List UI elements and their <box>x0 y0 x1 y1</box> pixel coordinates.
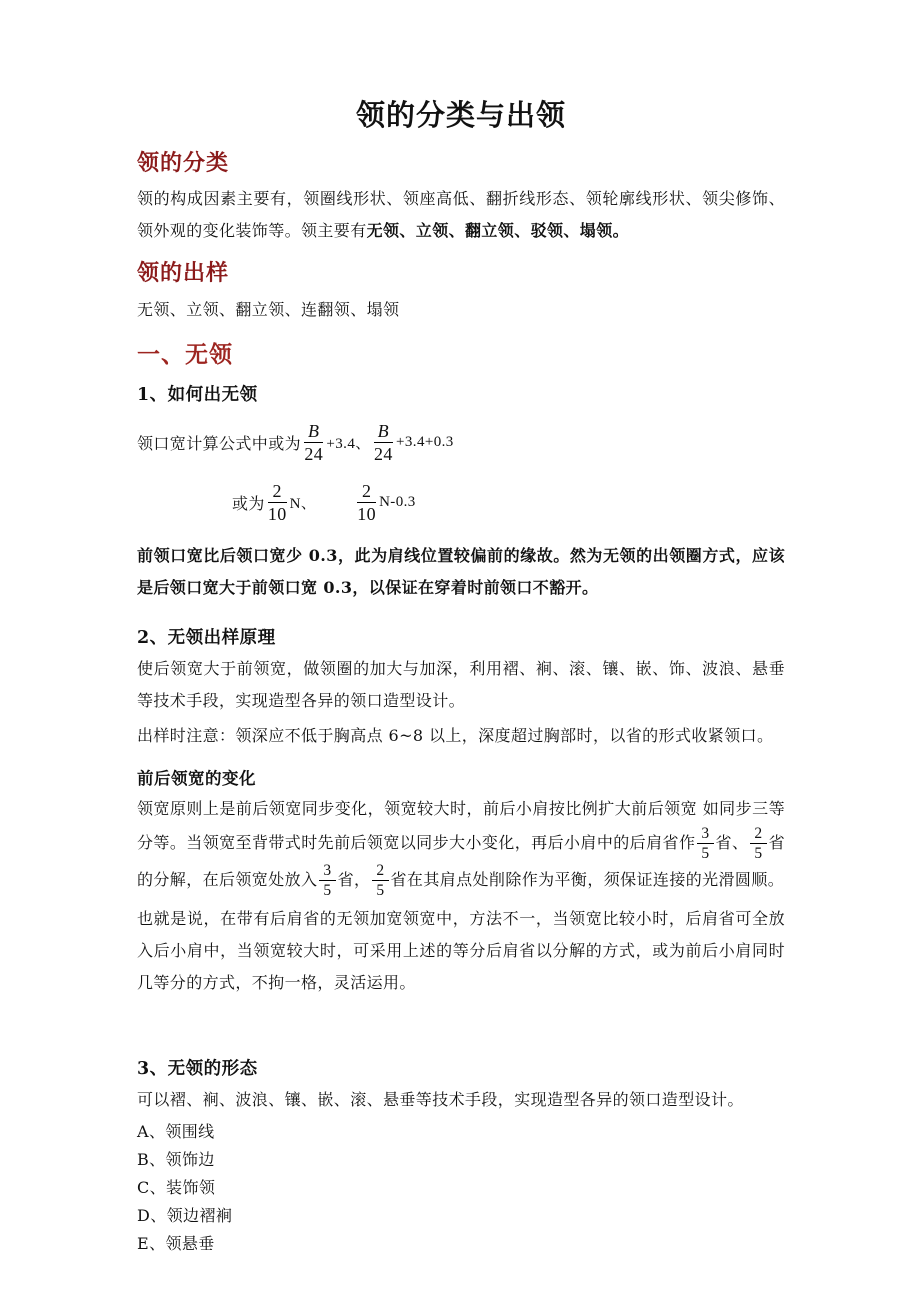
classification-bold-text: 无领、立领、翻立领、驳领、塌领。 <box>366 221 630 241</box>
chapter-heading-collarless: 一、无领 <box>137 341 233 369</box>
formula2-mid-text: N、 <box>289 496 317 513</box>
front-back-width-note: 前领口宽比后领口宽少 0.3，此为肩线位置较偏前的缘故。然为无领的出领圈方式，应该是后领口宽大于前领口宽 0.3，以保证在穿着时前领口不豁开。 <box>137 545 785 597</box>
list-item: B、领饰边 <box>137 1150 215 1169</box>
fraction-b-over-24 <box>304 421 323 465</box>
classification-text: 领的构成因素主要有，领圈线形状、领座高低、翻折线形态、领轮廓线形状、领尖修饰、领外观的变化装饰等。领主要有 <box>137 189 785 241</box>
formula-neck-width-line1 <box>137 418 785 468</box>
fraction-b-over-24 <box>374 421 393 465</box>
formula1-tail-text: +3.4+0.3 <box>396 434 454 451</box>
list-item: A、领围线 <box>137 1122 215 1141</box>
fraction-numerator: 2 <box>268 481 287 504</box>
width-change-text: 领宽原则上是前后领宽同步变化，领宽较大时，前后小肩按比例扩大前后领宽 如同步三等分等。当领宽至背带式时先前后领宽以同步大小变化，再后小肩中的后肩省作 <box>137 799 785 853</box>
fraction-2-over-5 <box>750 825 766 862</box>
width-change-text: 省， <box>337 870 371 890</box>
fraction-numerator: 2 <box>372 862 388 881</box>
classification-paragraph <box>137 183 785 247</box>
list-item: C、装饰领 <box>137 1178 216 1197</box>
sub-heading-how-to-draft: 1、如何出无领 <box>137 385 258 406</box>
collarless-forms-paragraph: 可以褶、裥、波浪、镶、嵌、滚、悬垂等技术手段，实现造型各异的领口造型设计。 <box>137 1090 744 1109</box>
formula1-lead-text: 领口宽计算公式中或为 <box>137 434 302 454</box>
fraction-denominator: 10 <box>267 504 287 525</box>
fraction-numerator: B <box>374 421 393 444</box>
blank-gap <box>137 1002 785 1044</box>
fraction-denominator: 24 <box>373 444 393 465</box>
width-change-text: 省的分解，在后领宽处放入 <box>137 833 785 890</box>
sub-heading-collarless-forms: 3、无领的形态 <box>137 1058 258 1079</box>
fraction-3-over-5 <box>697 825 713 862</box>
fraction-denominator: 5 <box>754 845 763 863</box>
fraction-denominator: 10 <box>357 504 377 525</box>
list-item: E、领悬垂 <box>137 1234 215 1253</box>
fraction-numerator: 3 <box>697 825 713 844</box>
fraction-denominator: 5 <box>376 882 385 900</box>
formula2-lead-text: 或为 <box>232 494 265 514</box>
width-change-paragraph <box>137 793 785 899</box>
drafting-principle-paragraph: 使后领宽大于前领宽，做领圈的加大与加深，利用褶、裥、滚、镶、嵌、饰、波浪、悬垂等技术手段，实现造型各异的领口造型设计。 <box>137 659 785 711</box>
fraction-2-over-10 <box>357 481 376 525</box>
fraction-2-over-10 <box>268 481 287 525</box>
sub-heading-drafting-principle: 2、无领出样原理 <box>137 627 276 648</box>
formula2-tail-text: N-0.3 <box>379 494 416 511</box>
fraction-2-over-5 <box>372 862 388 899</box>
fraction-numerator: 2 <box>750 825 766 844</box>
sampling-paragraph: 无领、立领、翻立领、连翻领、塌领 <box>137 300 400 320</box>
width-change-summary-paragraph: 也就是说，在带有后肩省的无领加宽领宽中，方法不一，当领宽比较小时，后肩省可全放入后小肩中，当领宽较大时，可采用上述的等分后肩省以分解的方式，或为前后小肩同时几等分的方式，不拘一格，灵活运用。 <box>137 908 785 992</box>
heading-width-change: 前后领宽的变化 <box>137 769 256 789</box>
fraction-numerator: 2 <box>357 481 376 504</box>
formula-neck-width-line2 <box>232 478 785 528</box>
width-change-text: 省、 <box>715 833 749 853</box>
document-title: 领的分类与出领 <box>355 98 566 132</box>
width-change-text: 省在其肩点处削除作为平衡，须保证连接的光滑圆顺。 <box>390 870 785 890</box>
fraction-denominator: 24 <box>304 444 324 465</box>
section-heading-classification: 领的分类 <box>137 149 230 176</box>
fraction-denominator: 5 <box>701 845 710 863</box>
section-heading-sampling: 领的出样 <box>137 260 230 287</box>
fraction-3-over-5 <box>319 862 335 899</box>
list-item: D、领边褶裥 <box>137 1206 233 1225</box>
fraction-numerator: B <box>304 421 323 444</box>
drafting-caution-paragraph: 出样时注意：领深应不低于胸高点 6~8 以上，深度超过胸部时，以省的形式收紧领口。 <box>137 726 774 746</box>
formula1-operator-text: +3.4、 <box>326 436 371 453</box>
fraction-numerator: 3 <box>319 862 335 881</box>
collarless-forms-list <box>137 1118 785 1258</box>
fraction-denominator: 5 <box>323 882 332 900</box>
